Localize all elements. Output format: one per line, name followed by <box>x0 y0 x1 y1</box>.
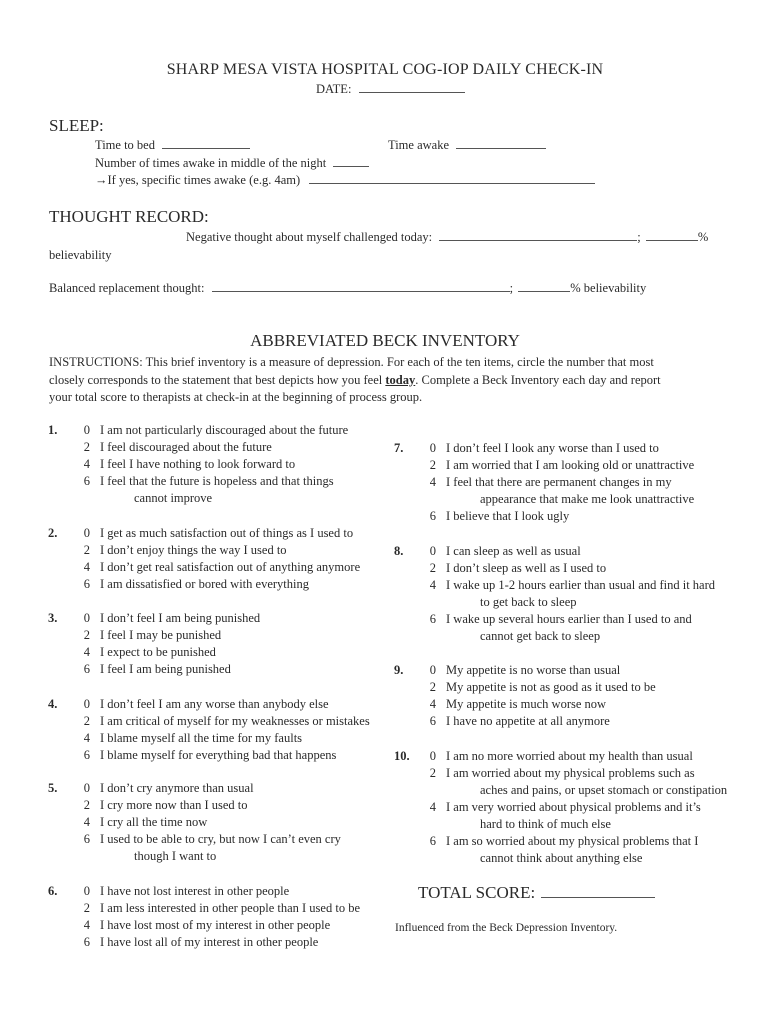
instructions-line-3: your total score to therapists at check-in at the beginning of process group. <box>49 390 423 404</box>
instructions-today: today <box>385 372 416 387</box>
beck-option-row[interactable] <box>48 814 341 831</box>
item-number <box>48 730 72 747</box>
beck-item-9 <box>394 662 656 730</box>
item-number <box>394 491 418 508</box>
option-text: I am very worried about physical problems and it’s <box>446 800 701 814</box>
option-text: I blame myself for everything bad that happens <box>100 748 337 762</box>
pct-believability-label: % believability <box>570 281 647 295</box>
option-text: hard to think of much else <box>480 817 611 831</box>
option-text: I expect to be punished <box>100 645 216 659</box>
page-title: SHARP MESA VISTA HOSPITAL COG-IOP DAILY CHECK-IN <box>166 61 604 78</box>
item-number <box>394 457 418 474</box>
item-number <box>394 782 418 799</box>
beck-option-row[interactable] <box>48 576 360 593</box>
item-number <box>48 559 72 576</box>
item-number <box>394 816 418 833</box>
option-score[interactable]: 6 <box>83 748 90 762</box>
option-score[interactable] <box>72 848 90 865</box>
beck-item-1 <box>48 422 348 507</box>
item-number <box>48 627 72 644</box>
item-number <box>48 713 72 730</box>
item-number <box>394 508 418 525</box>
item-number <box>48 490 72 507</box>
beck-option-row <box>394 594 715 611</box>
option-score[interactable]: 6 <box>83 935 90 949</box>
option-text: I am so worried about my physical problems that I <box>446 834 699 848</box>
item-number: 4. <box>48 697 58 711</box>
beck-option-row[interactable] <box>48 747 370 764</box>
beck-option-row[interactable] <box>48 696 370 713</box>
option-text: I feel discouraged about the future <box>100 440 272 454</box>
beck-option-row <box>394 816 727 833</box>
beck-option-row[interactable] <box>48 934 360 951</box>
beck-heading: ABBREVIATED BECK INVENTORY <box>250 331 520 350</box>
item-number <box>48 797 72 814</box>
item-number <box>48 439 72 456</box>
option-text: cannot improve <box>134 491 213 505</box>
beck-option-row[interactable] <box>48 831 341 848</box>
instructions-2b: . Complete a Beck Inventory each day and report <box>415 372 661 387</box>
item-number <box>48 831 72 848</box>
negative-believability-field[interactable] <box>646 239 698 241</box>
beck-option-row[interactable] <box>48 422 348 439</box>
option-text: My appetite is no worse than usual <box>446 663 621 677</box>
beck-option-row[interactable] <box>48 644 260 661</box>
beck-option-row[interactable] <box>394 799 727 816</box>
option-text: I blame myself all the time for my faults <box>100 731 303 745</box>
option-text: I feel I have nothing to look forward to <box>100 457 296 471</box>
beck-option-row[interactable] <box>48 627 260 644</box>
option-score[interactable]: 6 <box>83 577 90 591</box>
beck-option-row[interactable] <box>394 560 715 577</box>
beck-option-row[interactable] <box>394 457 694 474</box>
option-score[interactable]: 6 <box>429 509 436 523</box>
instructions <box>49 354 661 407</box>
option-score[interactable]: 6 <box>429 834 436 848</box>
item-number <box>48 644 72 661</box>
option-score[interactable]: 0 <box>429 441 436 455</box>
option-text: I feel I may be punished <box>100 628 222 642</box>
option-text: I am not particularly discouraged about the future <box>100 423 349 437</box>
beck-option-row[interactable] <box>394 440 694 457</box>
option-text: appearance that make me look unattractive <box>480 492 695 506</box>
beck-item-5 <box>48 780 341 865</box>
option-score[interactable]: 0 <box>429 544 436 558</box>
option-score[interactable]: 0 <box>83 611 90 625</box>
believability-label: believability <box>49 248 112 262</box>
option-text: I believe that I look ugly <box>446 509 570 523</box>
option-score[interactable]: 4 <box>83 815 90 829</box>
option-text: I feel that there are permanent changes in my <box>446 475 672 489</box>
beck-option-row[interactable] <box>48 456 348 473</box>
time-awake-field[interactable] <box>456 147 546 149</box>
negative-thought-field[interactable] <box>439 239 637 241</box>
option-score[interactable]: 2 <box>83 714 90 728</box>
item-number <box>48 747 72 764</box>
option-score[interactable]: 4 <box>83 918 90 932</box>
option-text: My appetite is much worse now <box>446 697 607 711</box>
item-number <box>394 833 418 850</box>
beck-option-row[interactable] <box>394 577 715 594</box>
item-number <box>394 577 418 594</box>
beck-option-row[interactable] <box>394 662 656 679</box>
beck-item-10 <box>394 748 727 867</box>
item-number <box>394 628 418 645</box>
item-number <box>48 917 72 934</box>
date-label: DATE: <box>316 82 352 96</box>
balanced-believability-field[interactable] <box>518 290 570 292</box>
beck-option-row <box>394 491 694 508</box>
time-to-bed-field[interactable] <box>162 147 250 149</box>
beck-option-row[interactable] <box>394 696 656 713</box>
beck-option-row[interactable] <box>48 900 360 917</box>
beck-option-row[interactable] <box>394 833 727 850</box>
date-field[interactable] <box>359 91 465 93</box>
beck-option-row[interactable] <box>48 439 348 456</box>
thought-record-heading: THOUGHT RECORD: <box>49 207 209 226</box>
option-text: I don’t enjoy things the way I used to <box>100 543 287 557</box>
beck-item-4 <box>48 696 370 764</box>
option-score[interactable]: 6 <box>83 662 90 676</box>
option-score[interactable]: 6 <box>83 832 90 846</box>
option-score[interactable] <box>418 850 436 867</box>
beck-option-row <box>394 782 727 799</box>
beck-item-8 <box>394 543 715 645</box>
beck-option-row[interactable] <box>48 917 360 934</box>
option-score[interactable]: 4 <box>429 697 436 711</box>
times-awake-label: Number of times awake in middle of the night <box>95 156 327 170</box>
times-awake-row <box>95 156 369 171</box>
option-text: I am dissatisfied or bored with everything <box>100 577 309 591</box>
option-text: I wake up 1-2 hours earlier than usual and find it hard <box>446 578 716 592</box>
item-number <box>48 473 72 490</box>
option-text: I don’t feel I am being punished <box>100 611 261 625</box>
option-score[interactable]: 0 <box>429 663 436 677</box>
item-number <box>394 560 418 577</box>
balanced-thought-label: Balanced replacement thought: <box>49 281 205 295</box>
semicolon: ; <box>509 281 514 295</box>
item-number <box>394 474 418 491</box>
beck-option-row[interactable] <box>48 730 370 747</box>
option-text: I can sleep as well as usual <box>446 544 581 558</box>
influenced-note: Influenced from the Beck Depression Inventory. <box>395 922 618 934</box>
item-number: 10. <box>394 749 410 763</box>
option-score[interactable]: 2 <box>429 561 436 575</box>
option-text: aches and pains, or upset stomach or constipation <box>480 783 728 797</box>
beck-option-row <box>394 628 715 645</box>
item-number <box>394 611 418 628</box>
instructions-line-1: INSTRUCTIONS: This brief inventory is a measure of depression. For each of the ten items, circle the number that most <box>49 355 654 369</box>
option-text: I have no appetite at all anymore <box>446 714 610 728</box>
semicolon: ; <box>637 230 641 244</box>
option-text: I wake up several hours earlier than I used to and <box>446 612 692 626</box>
item-number <box>48 814 72 831</box>
item-number <box>394 799 418 816</box>
item-number <box>48 661 72 678</box>
option-score[interactable]: 0 <box>429 749 436 763</box>
option-text: I used to be able to cry, but now I can’t even cry <box>100 832 341 846</box>
item-number <box>48 456 72 473</box>
item-number: 6. <box>48 884 58 898</box>
option-score[interactable]: 2 <box>83 543 90 557</box>
beck-option-row[interactable] <box>394 474 694 491</box>
item-number <box>394 850 418 867</box>
option-score[interactable]: 2 <box>429 766 436 780</box>
option-text: I cry more now than I used to <box>100 798 248 812</box>
option-text: I am worried about my physical problems such as <box>446 766 695 780</box>
option-text: cannot think about anything else <box>480 851 643 865</box>
option-text: I have not lost interest in other people <box>100 884 290 898</box>
times-awake-field[interactable] <box>333 165 369 167</box>
item-number: 2. <box>48 526 58 540</box>
beck-option-row[interactable] <box>48 473 348 490</box>
option-score[interactable] <box>418 491 436 508</box>
balanced-thought-row <box>49 281 646 296</box>
beck-option-row[interactable] <box>394 611 715 628</box>
time-awake-label: Time awake <box>388 138 449 152</box>
negative-thought-label: Negative thought about myself challenged today: <box>186 230 433 244</box>
item-number: 5. <box>48 781 58 795</box>
option-text: to get back to sleep <box>480 595 577 609</box>
item-number <box>48 576 72 593</box>
date-row <box>316 82 465 97</box>
balanced-thought-field[interactable] <box>212 290 510 292</box>
percent-sign: % <box>697 230 709 244</box>
beck-item-3 <box>48 610 260 678</box>
item-number: 3. <box>48 611 58 625</box>
option-text: I am no more worried about my health than usual <box>446 749 693 763</box>
option-score[interactable]: 2 <box>83 901 90 915</box>
option-text: I don’t sleep as well as I used to <box>446 561 607 575</box>
option-score[interactable]: 0 <box>83 884 90 898</box>
total-score-field[interactable] <box>541 896 655 898</box>
beck-option-row <box>48 848 341 865</box>
item-number <box>394 594 418 611</box>
option-score[interactable]: 0 <box>83 526 90 540</box>
option-text: though I want to <box>134 849 217 863</box>
item-number <box>394 696 418 713</box>
option-score[interactable]: 4 <box>429 578 436 592</box>
option-text: I cry all the time now <box>100 815 208 829</box>
beck-item-7 <box>394 440 694 525</box>
beck-item-2 <box>48 525 360 593</box>
option-score[interactable]: 2 <box>83 798 90 812</box>
item-number <box>48 848 72 865</box>
time-awake-row <box>388 138 546 153</box>
option-score[interactable] <box>418 594 436 611</box>
instructions-line-2 <box>49 372 661 390</box>
instructions-2a: closely corresponds to the statement that best depicts how you feel <box>49 372 386 387</box>
option-score[interactable]: 4 <box>83 645 90 659</box>
specific-times-row <box>95 173 595 188</box>
item-number <box>394 679 418 696</box>
option-score[interactable]: 0 <box>83 697 90 711</box>
item-number: 1. <box>48 423 58 437</box>
option-score[interactable]: 0 <box>83 781 90 795</box>
beck-option-row[interactable] <box>394 543 715 560</box>
option-text: cannot get back to sleep <box>480 629 601 643</box>
option-text: I have lost most of my interest in other people <box>100 918 331 932</box>
option-score[interactable] <box>418 782 436 799</box>
option-score[interactable]: 4 <box>83 457 90 471</box>
option-score[interactable] <box>72 490 90 507</box>
beck-option-row <box>48 490 348 507</box>
item-number <box>48 934 72 951</box>
option-score[interactable]: 6 <box>429 612 436 626</box>
option-text: I feel I am being punished <box>100 662 231 676</box>
option-text: My appetite is not as good as it used to be <box>446 680 656 694</box>
beck-option-row[interactable] <box>48 883 360 900</box>
option-text: I don’t cry anymore than usual <box>100 781 254 795</box>
option-text: I don’t feel I look any worse than I used to <box>446 441 659 455</box>
beck-option-row[interactable] <box>394 713 656 730</box>
beck-option-row[interactable] <box>394 679 656 696</box>
option-text: I don’t get real satisfaction out of anything anymore <box>100 560 361 574</box>
option-score[interactable]: 4 <box>83 560 90 574</box>
sleep-heading: SLEEP: <box>49 116 104 135</box>
total-score-row <box>418 883 655 903</box>
item-number: 7. <box>394 441 404 455</box>
option-text: I feel that the future is hopeless and that things <box>100 474 334 488</box>
specific-times-label: →If yes, specific times awake (e.g. 4am) <box>95 173 301 187</box>
option-score[interactable]: 2 <box>83 440 90 454</box>
option-score[interactable]: 2 <box>429 680 436 694</box>
item-number: 8. <box>394 544 404 558</box>
option-text: I am critical of myself for my weaknesses or mistakes <box>100 714 370 728</box>
beck-option-row[interactable] <box>48 661 260 678</box>
option-score[interactable]: 6 <box>83 474 90 488</box>
option-score[interactable]: 6 <box>429 714 436 728</box>
specific-times-field[interactable] <box>309 182 595 184</box>
option-score[interactable]: 4 <box>83 731 90 745</box>
beck-option-row[interactable] <box>48 525 360 542</box>
option-text: I get as much satisfaction out of things as I used to <box>100 526 354 540</box>
beck-option-row[interactable] <box>48 713 370 730</box>
item-number <box>48 900 72 917</box>
option-score[interactable]: 4 <box>429 475 436 489</box>
beck-option-row[interactable] <box>394 765 727 782</box>
option-text: I am worried that I am looking old or unattractive <box>446 458 695 472</box>
option-score[interactable] <box>418 816 436 833</box>
item-number <box>394 713 418 730</box>
beck-item-6 <box>48 883 360 951</box>
option-text: I don’t feel I am any worse than anybody else <box>100 697 329 711</box>
option-score[interactable]: 0 <box>83 423 90 437</box>
beck-option-row[interactable] <box>48 780 341 797</box>
beck-option-row[interactable] <box>394 508 694 525</box>
total-score-label: TOTAL SCORE: <box>418 883 536 902</box>
option-score[interactable]: 4 <box>429 800 436 814</box>
beck-option-row[interactable] <box>48 797 341 814</box>
beck-option-row[interactable] <box>48 610 260 627</box>
item-number <box>48 542 72 559</box>
beck-option-row <box>394 850 727 867</box>
beck-option-row[interactable] <box>48 559 360 576</box>
item-number <box>394 765 418 782</box>
beck-option-row[interactable] <box>394 748 727 765</box>
option-score[interactable] <box>418 628 436 645</box>
time-to-bed-row <box>95 138 250 153</box>
negative-thought-row <box>186 230 708 245</box>
option-text: I am less interested in other people than I used to be <box>100 901 360 915</box>
option-score[interactable]: 2 <box>429 458 436 472</box>
item-number: 9. <box>394 663 404 677</box>
time-to-bed-label: Time to bed <box>95 138 155 152</box>
beck-option-row[interactable] <box>48 542 360 559</box>
option-score[interactable]: 2 <box>83 628 90 642</box>
option-text: I have lost all of my interest in other people <box>100 935 319 949</box>
